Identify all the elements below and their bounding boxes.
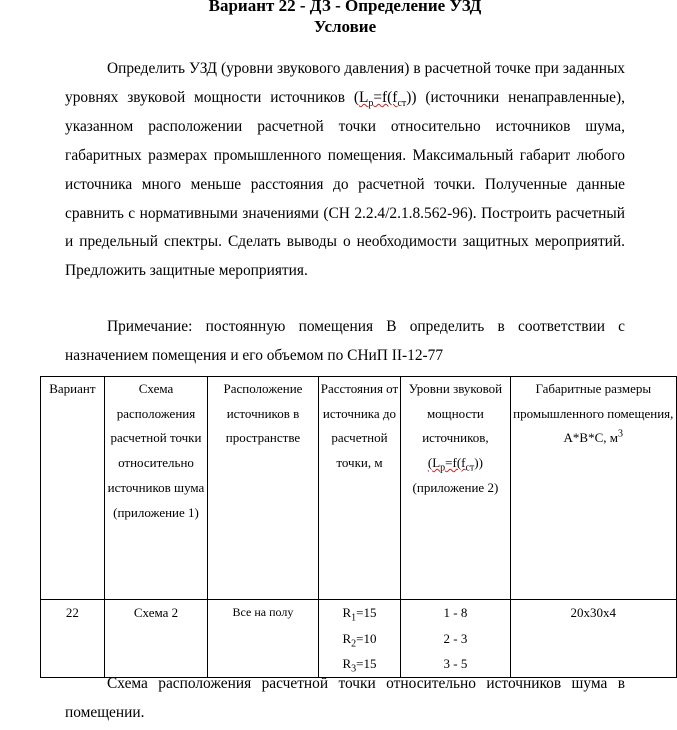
document-subtitle: Условие (313, 17, 377, 36)
header-power-text2: (приложение 2) (412, 479, 499, 495)
table-row (41, 600, 677, 678)
header-power-text1: Уровни звуковой мощности источников, (408, 381, 503, 446)
header-placement: Расположение источников в пространстве (208, 377, 318, 600)
document-title: Вариант 22 - ДЗ - Определение УЗД (208, 0, 482, 15)
note-paragraph: Примечание: постоянную помещения В определить в соответствии с назначением помещения и его объемом по СНиП II-12-77 (65, 318, 625, 364)
table-header-row (41, 377, 677, 600)
caption-paragraph: Схема расположения расчетной точки относительно источников шума в помещении. (65, 675, 625, 721)
r1-sub: 1 (351, 612, 357, 624)
power-3: 3 - 5 (443, 656, 468, 671)
cell-placement: Все на полу (208, 600, 318, 678)
header-power-equals: =f(f (445, 455, 466, 471)
power-1: 1 - 8 (443, 605, 468, 620)
header-variant: Вариант (41, 377, 105, 600)
r3-value: =15 (356, 656, 377, 671)
lp-subscript-freq: ст (397, 97, 407, 109)
r1-label: R (342, 605, 352, 620)
r2-label: R (342, 630, 352, 646)
distance-r2 (321, 626, 399, 652)
cell-distance (318, 600, 401, 678)
cell-scheme: Схема 2 (104, 600, 208, 678)
lp-equals: =f(f (373, 88, 398, 106)
r2-value: =10 (356, 630, 377, 646)
r3-sub: 3 (351, 663, 357, 675)
distance-r1 (321, 600, 399, 626)
lp-formula (358, 88, 407, 109)
header-power-formula: ($L_p=f(f_{ст}$ (427, 455, 475, 474)
cell-dimensions: 20x30x4 (510, 600, 676, 678)
header-dimensions-sup: 3 (618, 429, 623, 441)
variant-table (40, 376, 677, 678)
header-power-close: )) (474, 455, 483, 471)
lp-symbol: L (358, 88, 369, 106)
header-power-subscript-freq: ст (465, 462, 475, 474)
header-power (401, 377, 510, 600)
condition-text-part2: )) (источники ненаправленные), указанном расположении расчетной точки относительно источников шума, габаритных размерах промышленного помещения. Максимальный габарит любого источника много меньше расстояния до расчетной точки. Полученные данные сравнить с нормативными значениями (СН 2.2.4/2.1.8.562-96). Построить расчетный и предельный спектры. Сделать выводы о необходимости защитных мероприятий. Предложить защитные мероприятия. (65, 88, 625, 280)
condition-paragraph (65, 55, 625, 286)
r3-label: R (342, 656, 352, 671)
lp-subscript: p (368, 97, 374, 109)
condition-text-part1: Определить УЗД (уровни звукового давления) в расчетной точке при заданных уровнях звуковой мощности источников ( (65, 60, 625, 106)
header-dimensions (510, 377, 676, 600)
cell-power (401, 600, 510, 678)
header-dimensions-text: Габаритные размеры промышленного помещения, A*B*C, м (513, 381, 674, 446)
header-power-subscript: p (440, 462, 446, 474)
header-power-symbol: L (432, 455, 441, 471)
cell-variant: 22 (41, 600, 105, 678)
r2-sub: 2 (351, 638, 357, 650)
header-scheme: Схема расположения расчетной точки относительно источников шума (приложение 1) (104, 377, 208, 600)
power-2: 2 - 3 (443, 630, 468, 646)
header-distance: Расстояния от источника до расчетной точки, м (318, 377, 401, 600)
r1-value: =15 (356, 605, 377, 620)
